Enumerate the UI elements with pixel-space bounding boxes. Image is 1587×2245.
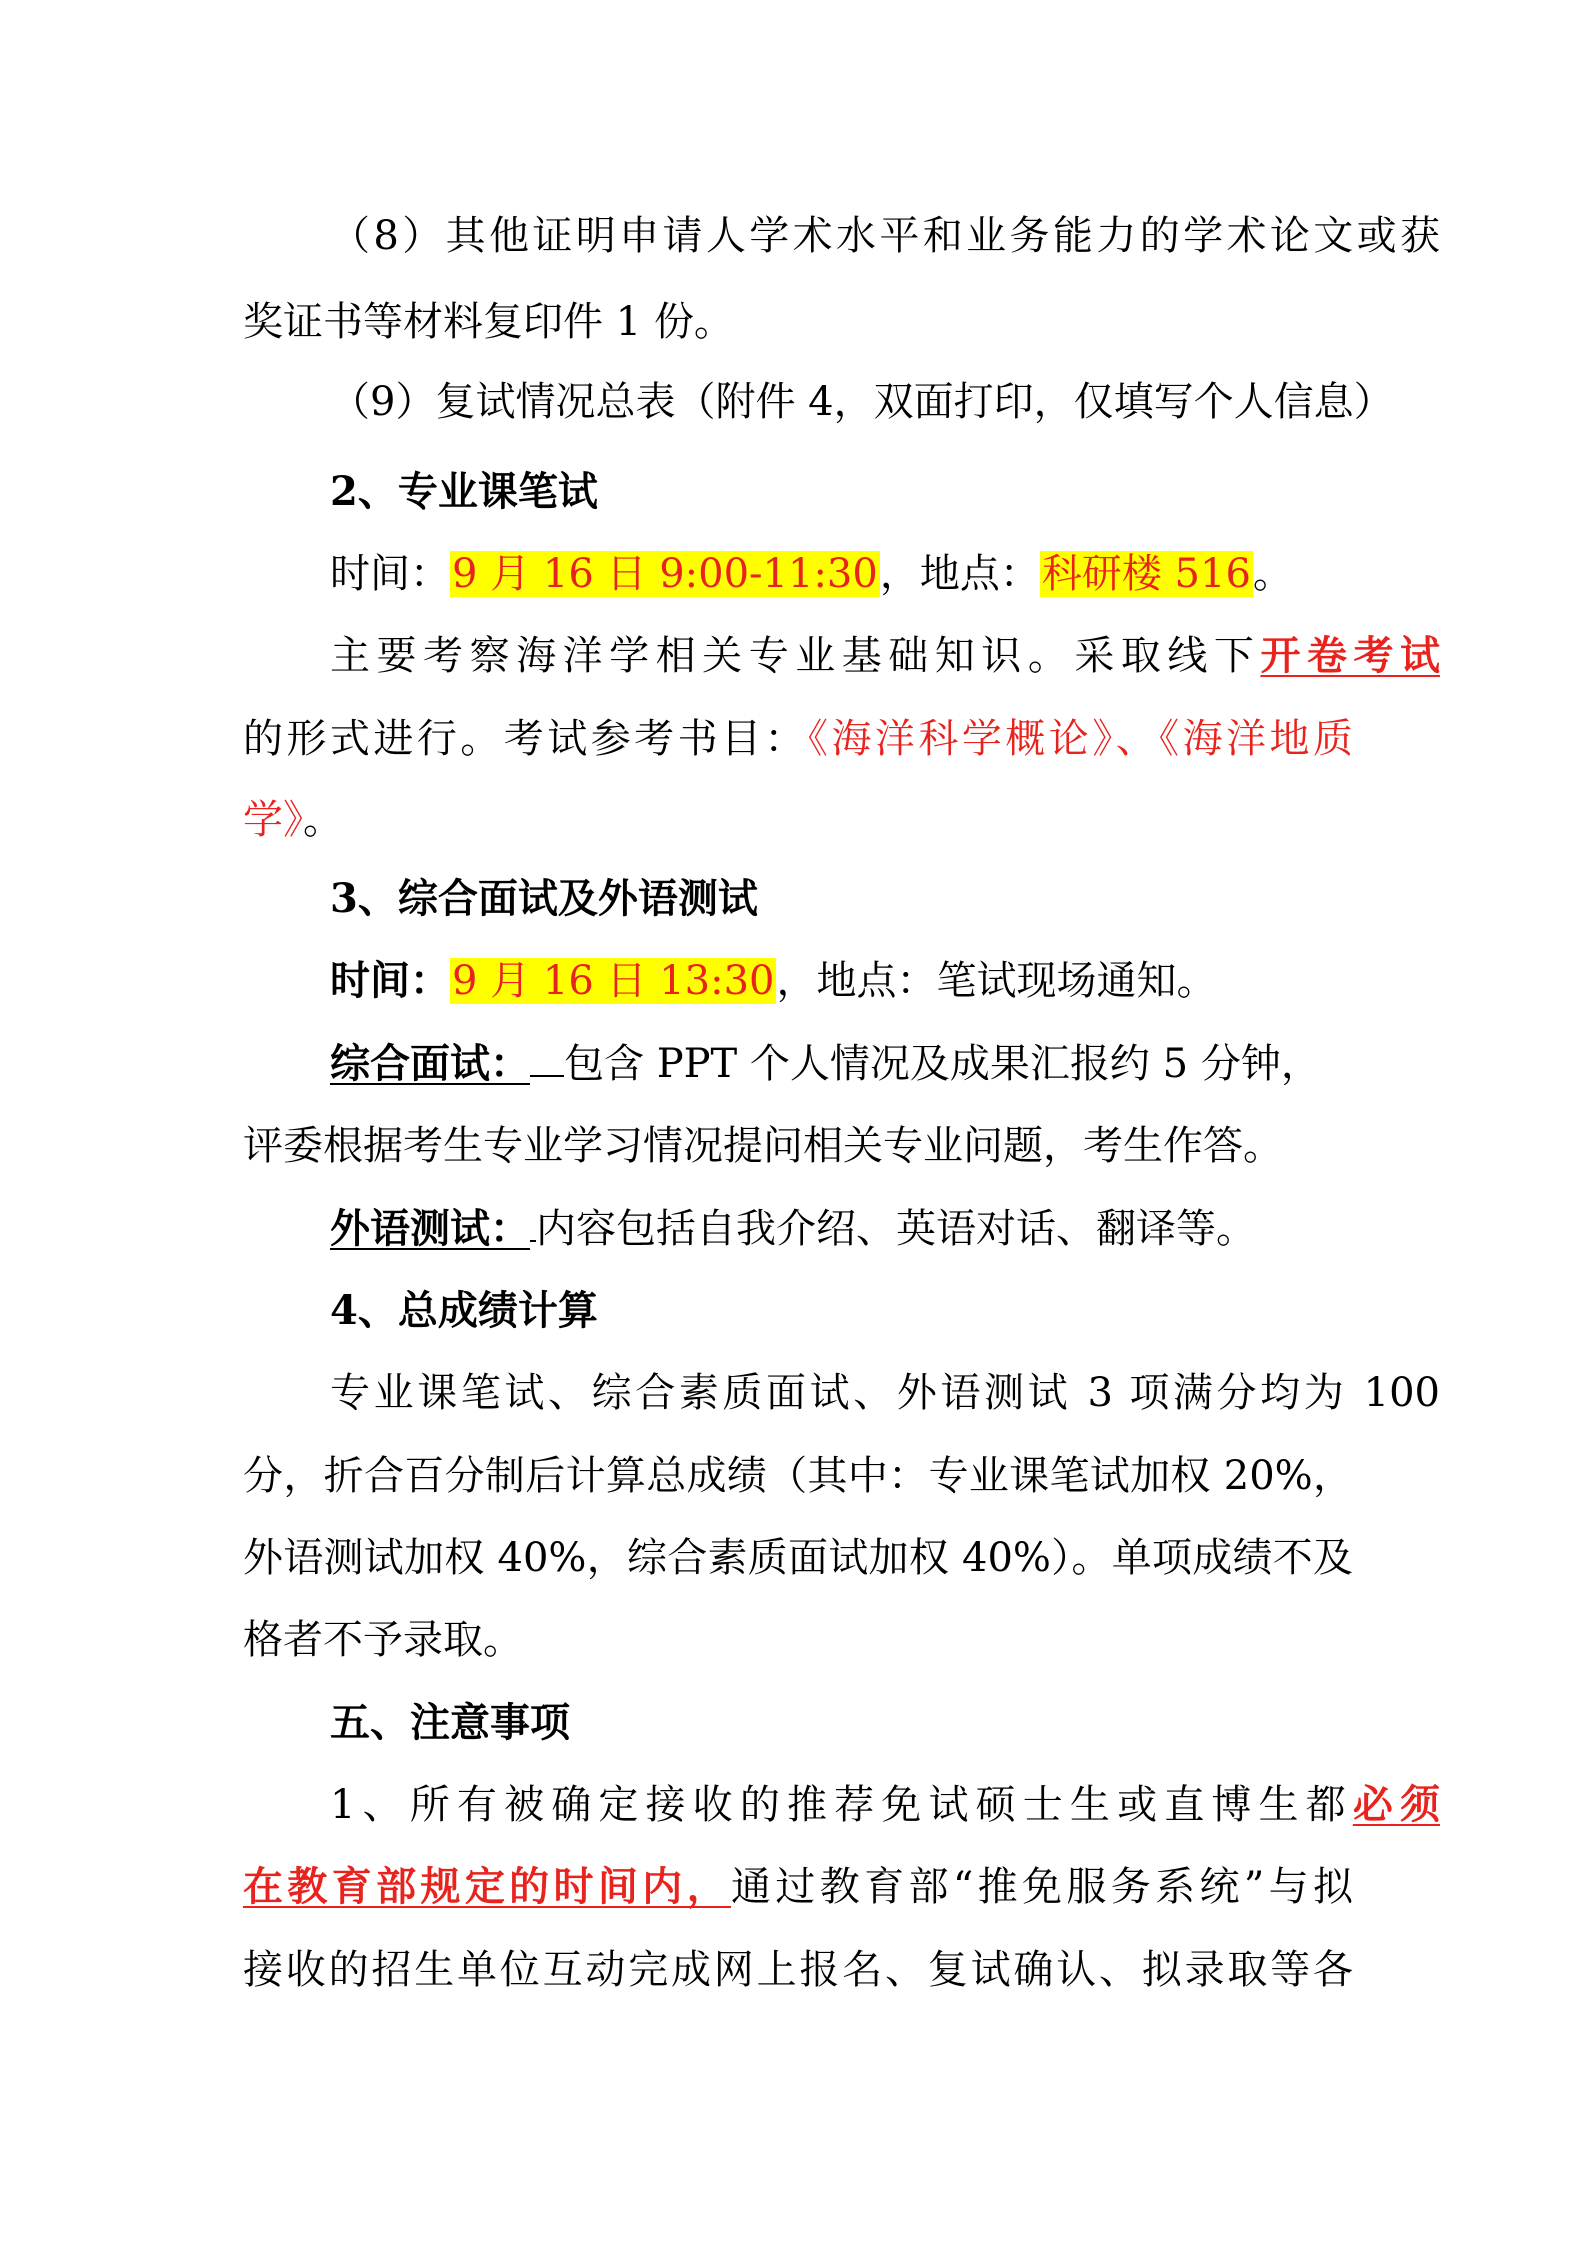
- notes-line2: 在教育部规定的时间内，通过教育部“推免服务系统”与拟: [243, 1863, 1354, 1910]
- score-line4: 格者不予录取。: [243, 1617, 523, 1663]
- item-9: （9）复试情况总表（附件 4，双面打印，仅填写个人信息）: [330, 379, 1394, 425]
- deadline-emphasis: 在教育部规定的时间内，: [243, 1863, 732, 1910]
- section-heading-interview: 3、综合面试及外语测试: [330, 875, 758, 922]
- score-line2: 分，折合百分制后计算总成绩（其中：专业课笔试加权 20%，: [243, 1453, 1353, 1499]
- reference-books: 《海洋科学概论》、《海洋地质: [808, 716, 1353, 762]
- foreign-language-test: 外语测试： 内容包括自我介绍、英语对话、翻译等。: [330, 1200, 1440, 1258]
- written-exam-place-highlight: 科研楼 516: [1041, 551, 1251, 597]
- open-book-exam-emphasis: 开卷考试: [1260, 632, 1441, 679]
- section-heading-notes: 五、注意事项: [330, 1699, 570, 1746]
- written-exam-time-place: 时间：9 月 16 日 9:00-11:30，地点：科研楼 516。: [330, 551, 1293, 597]
- written-exam-desc-line2: 的形式进行。考试参考书目：《海洋科学概论》、《海洋地质: [243, 716, 1353, 762]
- notes-line3: 接收的招生单位互动完成网上报名、复试确认、拟录取等各: [243, 1947, 1353, 1993]
- section-heading-total-score: 4、总成绩计算: [330, 1287, 598, 1334]
- score-line1: 专业课笔试、综合素质面试、外语测试 3 项满分均为 100: [330, 1370, 1440, 1416]
- written-exam-desc-line1: 主要考察海洋学相关专业基础知识。采取线下开卷考试: [330, 632, 1441, 679]
- comprehensive-interview-label: 综合面试：: [330, 1040, 530, 1087]
- interview-time-highlight: 9 月 16 日 13:30: [452, 958, 775, 1004]
- comprehensive-interview-line1: 综合面试： 包含 PPT 个人情况及成果汇报约 5 分钟，: [330, 1035, 1440, 1093]
- section-heading-written-exam: 2、专业课笔试: [330, 468, 598, 515]
- written-exam-time-highlight: 9 月 16 日 9:00-11:30: [452, 551, 878, 597]
- must-emphasis: 必须: [1352, 1781, 1440, 1828]
- written-exam-desc-line3: 学》。: [243, 797, 343, 843]
- score-line3: 外语测试加权 40%，综合素质面试加权 40%）。单项成绩不及: [243, 1535, 1353, 1581]
- comprehensive-interview-line2: 评委根据考生专业学习情况提问相关专业问题，考生作答。: [243, 1123, 1283, 1169]
- notes-line1: 1、所有被确定接收的推荐免试硕士生或直博生都必须: [330, 1781, 1440, 1828]
- interview-time-place: 时间：9 月 16 日 13:30，地点：笔试现场通知。: [330, 957, 1217, 1004]
- item-8-line1: （8）其他证明申请人学术水平和业务能力的学术论文或获: [330, 213, 1440, 259]
- item-8-line2: 奖证书等材料复印件 1 份。: [243, 299, 734, 345]
- foreign-language-label: 外语测试：: [330, 1205, 530, 1252]
